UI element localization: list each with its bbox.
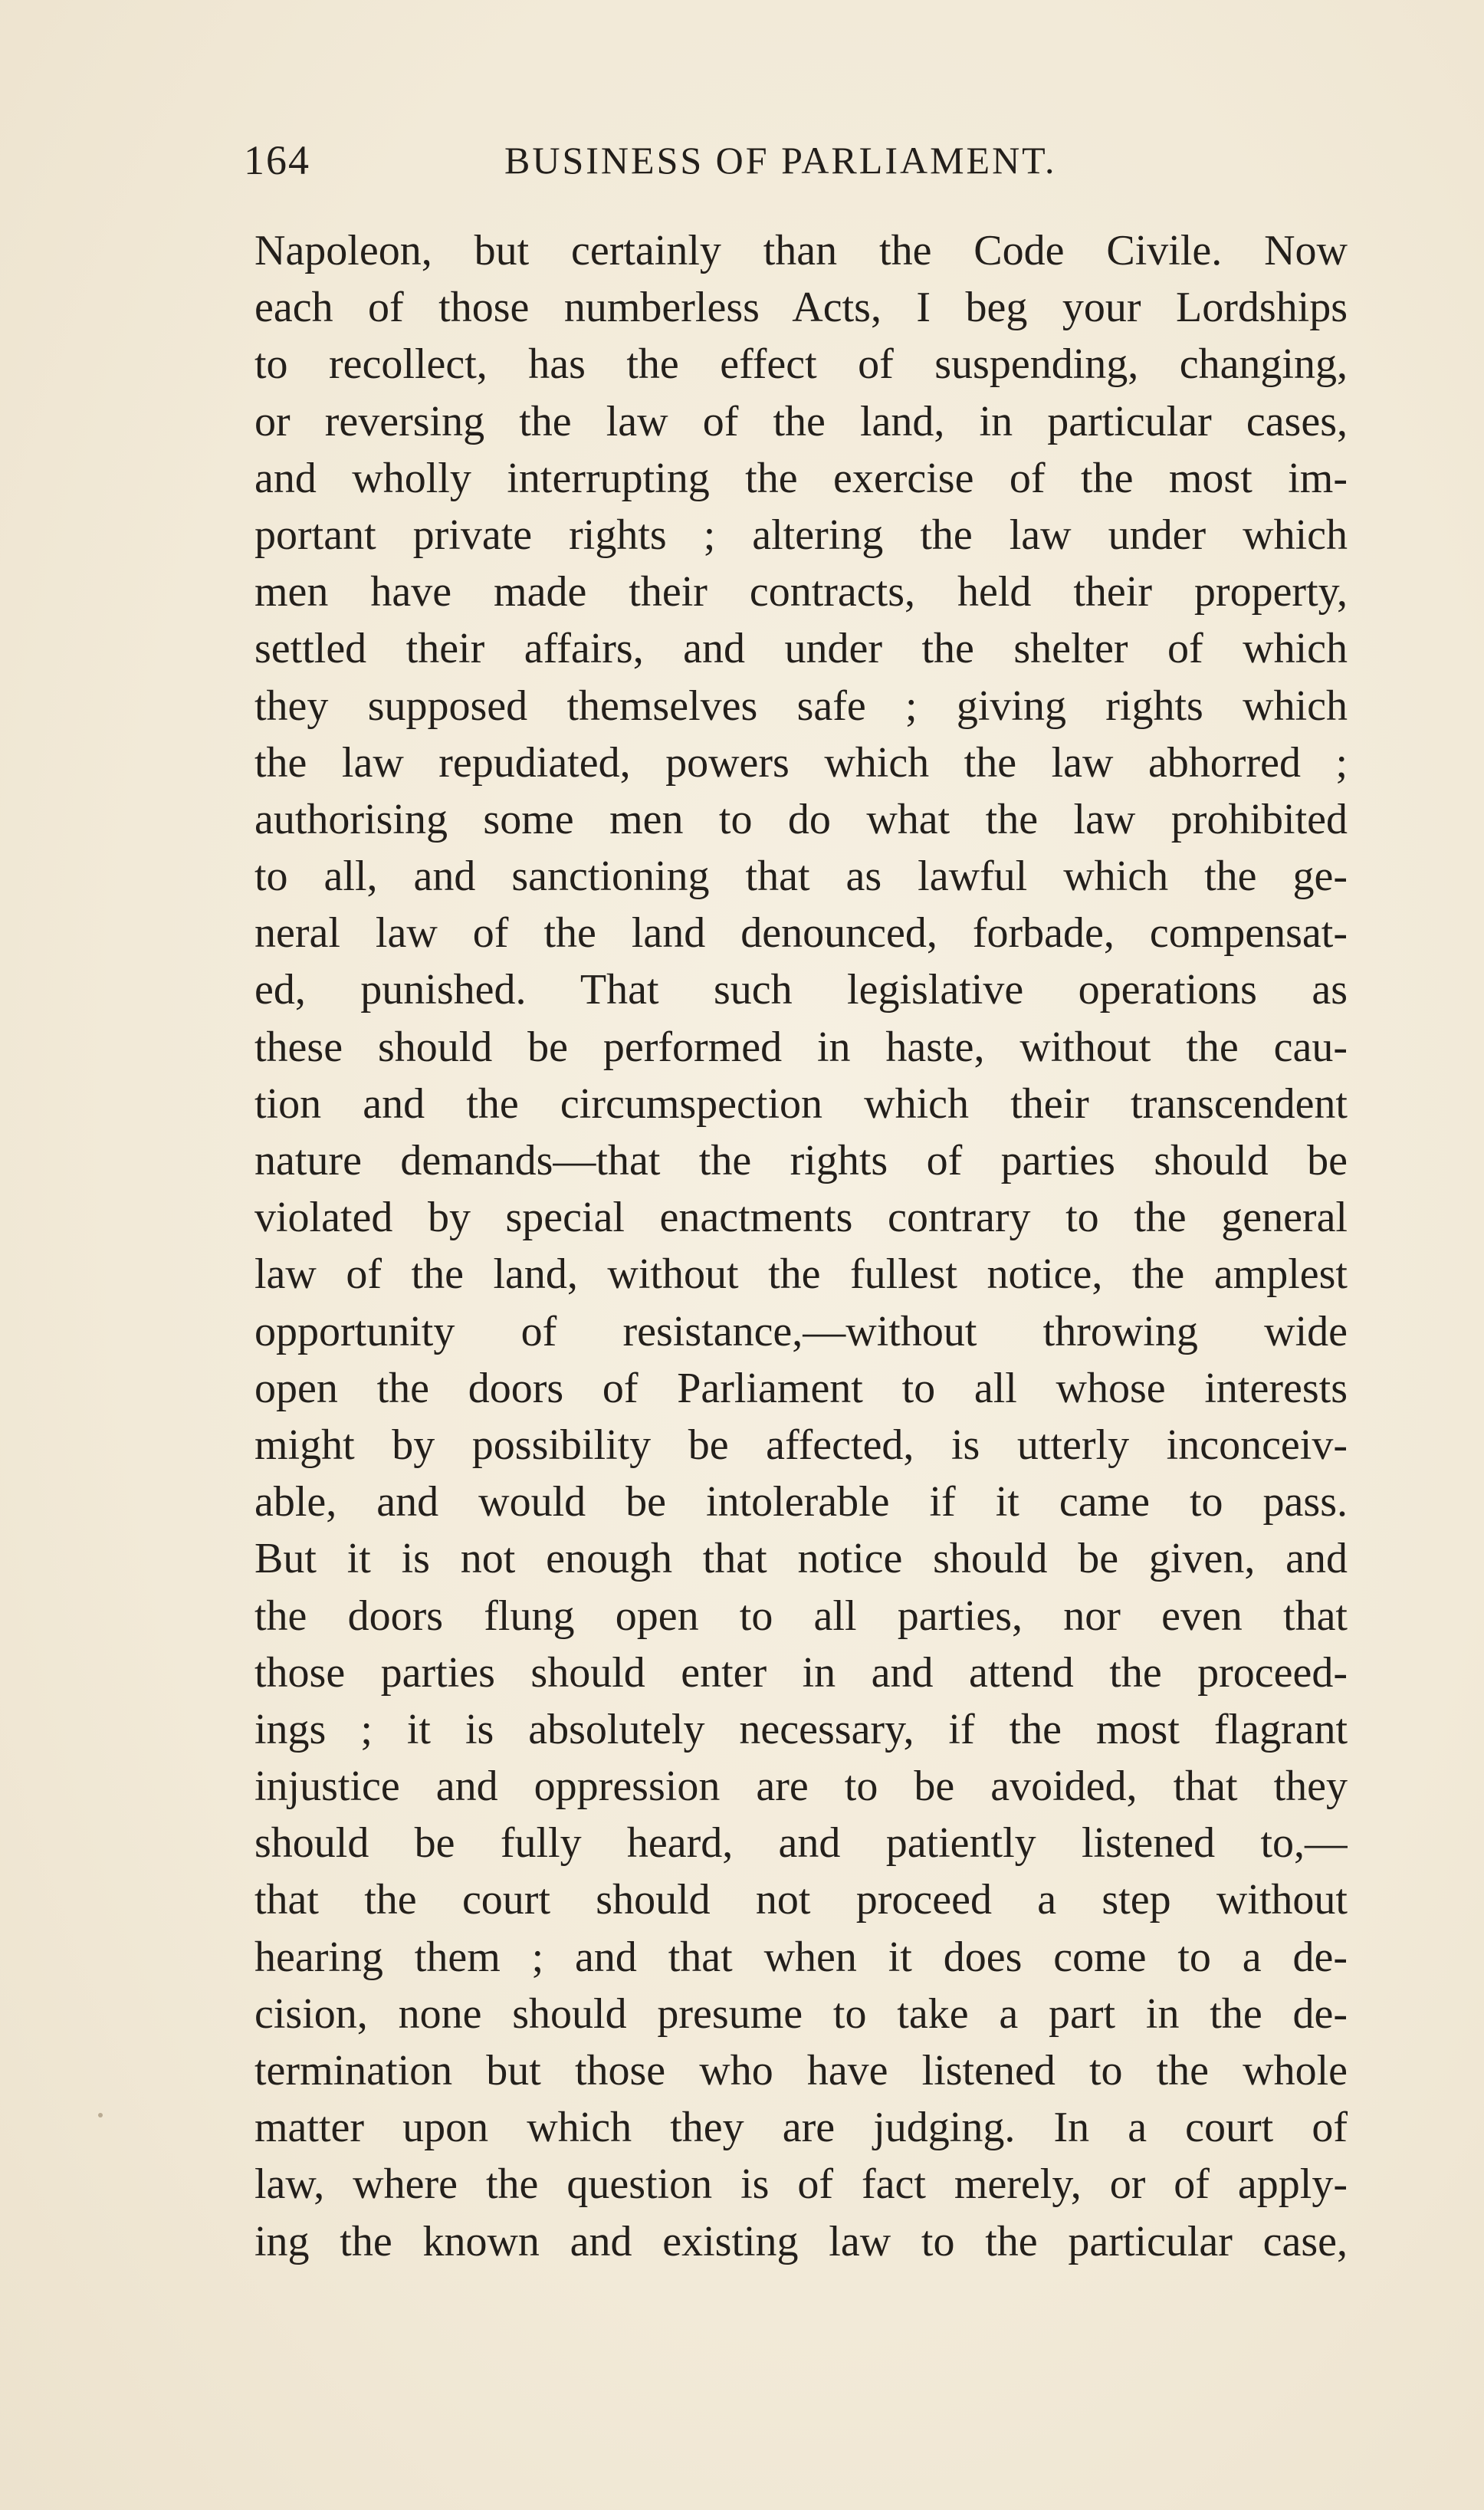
text-line: cision, none should presume to take a part in the de-: [254, 1989, 1348, 2038]
text-line: those parties should enter in and attend the proceed-: [254, 1648, 1348, 1697]
text-line: open the doors of Parliament to all whose interests: [254, 1364, 1348, 1412]
text-line: hearing them ; and that when it does come to a de-: [254, 1933, 1348, 1981]
text-line: should be fully heard, and patiently listened to,—: [254, 1819, 1348, 1868]
text-line: each of those numberless Acts, I beg your Lordships: [254, 284, 1348, 332]
paper-speck: [98, 2113, 103, 2117]
text-line: and wholly interrupting the exercise of the most im-: [254, 454, 1348, 502]
text-line: opportunity of resistance,—without throwing wide: [254, 1307, 1348, 1355]
page-header: [244, 136, 1348, 198]
text-line: might by possibility be affected, is utterly inconceiv-: [254, 1421, 1348, 1469]
page-number: 164: [244, 137, 310, 183]
text-line: ings ; it is absolutely necessary, if the most flagrant: [254, 1705, 1348, 1753]
text-line: authorising some men to do what the law prohibited: [254, 795, 1348, 843]
text-line: men have made their contracts, held their property,: [254, 568, 1348, 616]
text-line: to recollect, has the effect of suspending, changing,: [254, 340, 1348, 389]
body-text: [254, 222, 1348, 2270]
text-line: that the court should not proceed a step without: [254, 1876, 1348, 1924]
text-line: the law repudiated, powers which the law abhorred ;: [254, 738, 1348, 787]
text-line: portant private rights ; altering the law under which: [254, 511, 1348, 559]
text-line: matter upon which they are judging. In a court of: [254, 2104, 1348, 2152]
text-line: they supposed themselves safe ; giving rights which: [254, 682, 1348, 730]
text-line: tion and the circumspection which their transcendent: [254, 1079, 1348, 1128]
text-line: law, where the question is of fact merely, or of apply-: [254, 2160, 1348, 2209]
text-line: injustice and oppression are to be avoided, that they: [254, 1763, 1348, 1811]
running-title: BUSINESS OF PARLIAMENT.: [504, 139, 1057, 182]
text-line: violated by special enactments contrary to the general: [254, 1194, 1348, 1242]
text-line: the doors flung open to all parties, nor even that: [254, 1592, 1348, 1640]
text-line: nature demands—that the rights of parties should be: [254, 1137, 1348, 1184]
text-line: able, and would be intolerable if it came to pass.: [254, 1478, 1348, 1526]
text-line: ed, punished. That such legislative operations as: [254, 966, 1348, 1014]
text-line: or reversing the law of the land, in particular cases,: [254, 397, 1348, 445]
text-line: to all, and sanctioning that as lawful which the ge-: [254, 853, 1348, 901]
text-line: ing the known and existing law to the particular case,: [254, 2217, 1348, 2265]
text-line: termination but those who have listened to the whole: [254, 2047, 1348, 2094]
text-line: Napoleon, but certainly than the Code Civile. Now: [254, 227, 1348, 274]
text-line: settled their affairs, and under the shelter of which: [254, 625, 1348, 673]
text-line: But it is not enough that notice should be given, and: [254, 1535, 1348, 1583]
text-line: these should be performed in haste, without the cau-: [254, 1023, 1348, 1071]
text-line: neral law of the land denounced, forbade, compensat-: [254, 909, 1348, 958]
text-line: law of the land, without the fullest notice, the amplest: [254, 1250, 1348, 1299]
